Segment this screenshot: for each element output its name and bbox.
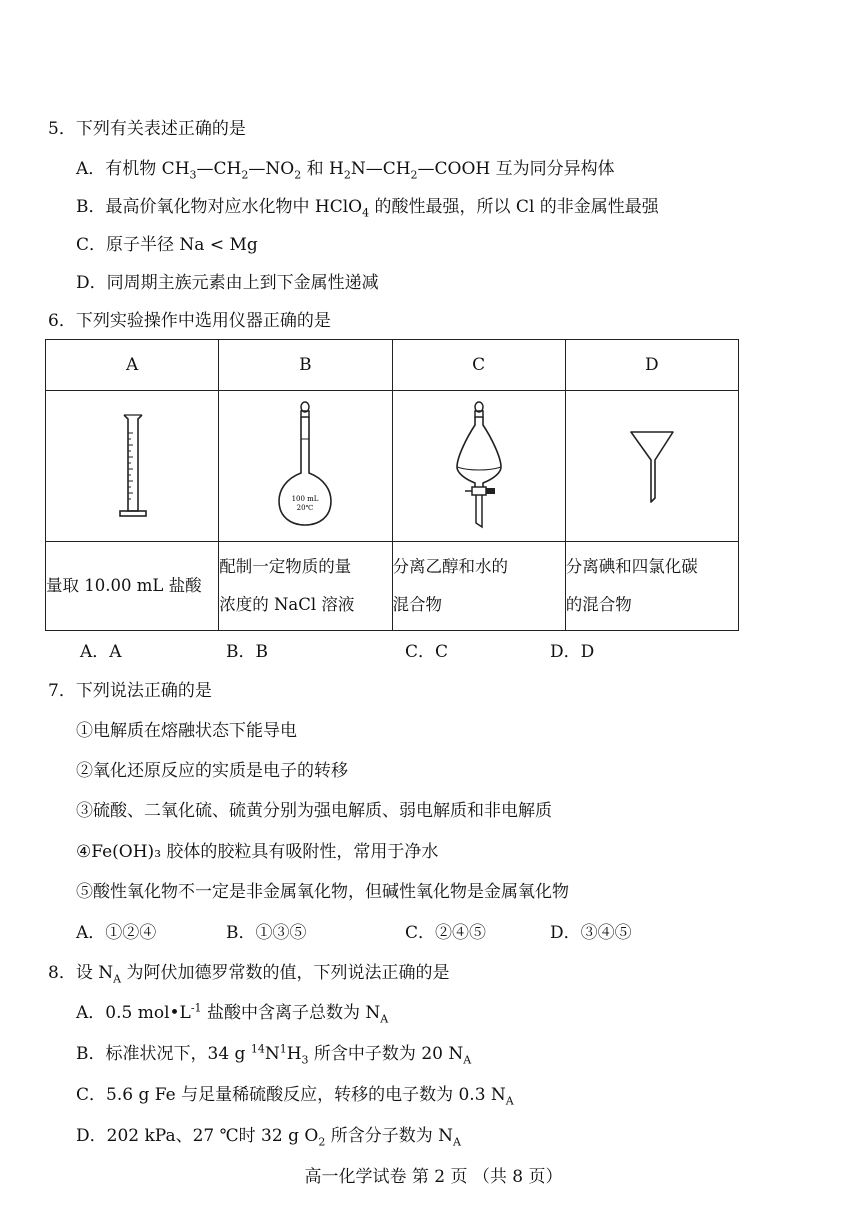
option-text: 盐酸中含离子总数为 N — [201, 1003, 381, 1023]
question-7-statement-3: ③硫酸、二氧化硫、硫黄分别为强电解质、弱电解质和非电解质 — [76, 801, 552, 821]
question-7-choice-a[interactable]: A．①②④ — [76, 923, 157, 943]
description-line: 量取 10.00 mL 盐酸 — [46, 576, 202, 595]
question-6-stem: 6．下列实验操作中选用仪器正确的是 — [48, 311, 331, 331]
table-cell-desc-d — [565, 542, 738, 631]
description-line: 分离乙醇和水的 — [392, 557, 508, 576]
table-cell-image-d — [565, 391, 738, 542]
option-label: B． — [76, 197, 106, 217]
option-text: 同周期主族元素由上到下金属性递减 — [106, 273, 379, 293]
description-line: 分离碘和四氯化碳 — [565, 557, 698, 576]
question-7-choice-c[interactable]: C．②④⑤ — [405, 923, 487, 943]
table-header-d: D — [565, 340, 738, 391]
funnel-icon — [627, 426, 677, 506]
subscript: A — [463, 1053, 472, 1067]
question-5-stem: 5．下列有关表述正确的是 — [48, 119, 246, 139]
question-7-statement-4: ④Fe(OH)₃ 胶体的胶粒具有吸附性，常用于净水 — [76, 842, 439, 862]
subscript: 2 — [241, 168, 249, 182]
stem-text: 8．设 N — [48, 963, 114, 983]
option-text: N — [264, 1044, 280, 1064]
question-5-option-d — [76, 272, 379, 294]
question-7-statement-2: ②氧化还原反应的实质是电子的转移 — [76, 761, 348, 781]
subscript: A — [505, 1094, 514, 1108]
description-line: 浓度的 NaCl 溶液 — [219, 595, 355, 614]
description-line: 的混合物 — [565, 595, 632, 614]
option-text: 最高价氧化物对应水化物中 HClO — [105, 197, 363, 217]
apparatus-table — [45, 339, 739, 631]
question-7-choice-b[interactable]: B．①③⑤ — [226, 923, 307, 943]
separatory-funnel-icon — [449, 401, 509, 531]
option-label: C． — [76, 235, 107, 255]
question-6-choice-b[interactable]: B．B — [226, 642, 268, 662]
question-7-stem: 7．下列说法正确的是 — [48, 681, 212, 701]
question-8-option-d — [76, 1125, 461, 1147]
subscript: 4 — [362, 206, 370, 220]
question-5-option-a — [76, 158, 615, 180]
option-text: 原子半径 Na < Mg — [106, 235, 258, 255]
superscript: 14 — [250, 1042, 265, 1056]
table-header-a: A — [46, 340, 219, 391]
option-text: 所含中子数为 20 N — [308, 1044, 464, 1064]
subscript: 2 — [343, 168, 351, 182]
table-cell-image-a — [46, 391, 219, 542]
subscript: 3 — [301, 1053, 309, 1067]
question-8-stem — [48, 962, 449, 984]
subscript: 3 — [189, 168, 197, 182]
option-label: C． — [76, 1085, 107, 1105]
option-label: A． — [76, 1003, 106, 1023]
table-header-b: B — [219, 340, 392, 391]
table-cell-desc-c — [392, 542, 565, 631]
option-text: 和 H — [301, 159, 344, 179]
subscript: A — [113, 972, 122, 986]
question-8-option-b — [76, 1043, 471, 1065]
table-cell-image-b — [219, 391, 392, 542]
question-7-statement-5: ⑤酸性氧化物不一定是非金属氧化物，但碱性氧化物是金属氧化物 — [76, 882, 569, 902]
table-header-c: C — [392, 340, 565, 391]
question-5-option-b — [76, 196, 659, 218]
question-7-statement-1: ①电解质在熔融状态下能导电 — [76, 721, 297, 741]
page-footer: 高一化学试卷 第 2 页 （共 8 页） — [304, 1167, 563, 1187]
option-text: —CH — [196, 159, 242, 179]
question-6-choice-c[interactable]: C．C — [405, 642, 449, 662]
question-6-choice-d[interactable]: D．D — [550, 642, 595, 662]
flask-volume-label: 100 mL — [291, 495, 319, 503]
question-6-choice-a[interactable]: A．A — [80, 642, 122, 662]
description-line: 混合物 — [392, 595, 442, 614]
option-text: 标准状况下，34 g — [105, 1044, 251, 1064]
superscript: -1 — [190, 1001, 202, 1015]
subscript: A — [453, 1135, 461, 1149]
subscript: 2 — [410, 168, 418, 182]
option-label: A． — [76, 159, 106, 179]
description-line: 配制一定物质的量 — [219, 557, 352, 576]
subscript: 2 — [318, 1135, 326, 1149]
option-label: B． — [76, 1044, 106, 1064]
volumetric-flask-icon — [275, 401, 335, 531]
question-7-choice-d[interactable]: D．③④⑤ — [550, 923, 632, 943]
option-text: N—CH — [350, 159, 411, 179]
option-label: D． — [76, 1126, 107, 1146]
subscript: A — [380, 1012, 389, 1026]
option-text: 所含分子数为 N — [325, 1126, 454, 1146]
stem-text: 为阿伏加德罗常数的值，下列说法正确的是 — [121, 963, 450, 983]
option-text: 的酸性最强，所以 Cl 的非金属性最强 — [369, 197, 659, 217]
option-text: 202 kPa、27 ℃时 32 g O — [106, 1126, 319, 1146]
table-cell-desc-b — [219, 542, 392, 631]
option-text: —NO — [248, 159, 295, 179]
question-8-option-a — [76, 1002, 388, 1024]
option-text: —COOH 互为同分异构体 — [417, 159, 615, 179]
question-8-option-c — [76, 1084, 514, 1106]
option-text: H — [286, 1044, 302, 1064]
superscript: 1 — [279, 1042, 287, 1056]
graduated-cylinder-icon — [112, 411, 152, 521]
table-cell-desc-a — [46, 542, 219, 631]
option-label: D． — [76, 273, 107, 293]
option-text: 0.5 mol•L — [105, 1003, 191, 1023]
question-5-option-c — [76, 234, 258, 256]
subscript: 2 — [294, 168, 302, 182]
table-cell-image-c — [392, 391, 565, 542]
flask-temperature-label: 20℃ — [297, 504, 314, 512]
option-text: 5.6 g Fe 与足量稀硫酸反应，转移的电子数为 0.3 N — [106, 1085, 506, 1105]
option-text: 有机物 CH — [105, 159, 190, 179]
